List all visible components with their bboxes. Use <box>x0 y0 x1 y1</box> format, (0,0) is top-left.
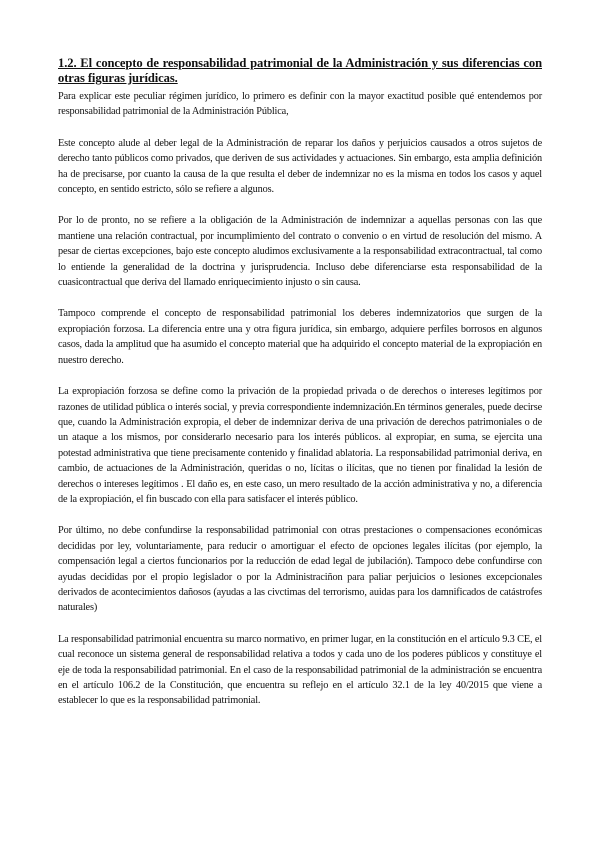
paragraph-expropriation: Tampoco comprende el concepto de responsabilidad patrimonial los deberes indemnizatorios que surgen de la expropiación forzosa. La diferencia entre una y otra figura jurídica, sin embargo, adquiere perfiles borrosos en algunos casos, dada la amplitud que ha asumido el concepto material que ha adquirido el concepto material de la expropiación en nuestro derecho. <box>58 308 542 366</box>
paragraph-other-compensations: Por último, no debe confundirse la responsabilidad patrimonial con otras prestaciones o compensaciones económicas decididas por ley, voluntariamente, para reducir o amortiguar el efecto de opciones legales ilícitas (por ejemplo, la compensación legal a ciertos funcionarios por la reducción de edad legal de jubilación). Tampoco debe confundirse con ayudas decididas por el propio legislador o por la Administraciñon para paliar perjuicios o lesiones excepcionales derivados de acontecimientos dañosos (ayudas a las civctimas del terrorismo, auidas para los damnificados de catástrofes naturales) <box>58 525 542 614</box>
paragraph-expropriation-definition: La expropiación forzosa se define como la privación de la propiedad privada o de derechos o intereses legítimos por razones de utilidad pública o interés social, y previa correspondiente indemnización.En términos generales, puede decirse que, cuando la Administración expropia, el deber de indemnizar deriva de una privación de derechos patrimoniales o de un ataque a los mismos, por considerarlo necesario para los interés públicos. al expropiar, en suma, se ejercita una potestad administrativa que tiene precisamente contenido y finalidad ablatoria. La responsabilidad patrimonial deriva, en cambio, de actuaciones de la Administración, queridas o no, lícitas o ilícitas, que no tienen por finalidad la lesión de derechos o intereses legítimos . El daño es, en este caso, un mero resultado de la acción administrativa y no, a diferencia de la expropiación, el fin buscado con ella para satisfacer el interés público. <box>58 386 542 505</box>
document-page <box>58 56 542 725</box>
paragraph-concept: Este concepto alude al deber legal de la Administración de reparar los daños y perjuicios causados a otros sujetos de derecho tanto públicos como privados, que deriven de sus actividades y actuaciones. Sin embargo, esta amplia definición ha de precisarse, por cuanto la causa de la que resulta el deber de indemnizar no es la misma en todos los casos y aquel concepto, en sentido estricto, sólo se refiere a algunos. <box>58 137 542 196</box>
paragraph-intro: Para explicar este peculiar régimen jurídico, lo primero es definir con la mayor exactitud posible qué entendemos por responsabilidad patrimonial de la Administración Pública, <box>58 91 542 118</box>
paragraph-contractual: Por lo de pronto, no se refiere a la obligación de la Administración de indemnizar a aquellas personas con las que mantiene una relación contractual, por incumplimiento del contrato o convenio o en virtud de resolución del mismo. A pesar de ciertas excepciones, bajo este concepto aludimos exclusivamente a la responsabilidad extracontractual, tal como lo entiende la generalidad de la doctrina y jurisprudencia. Incluso debe diferenciarse esta responsabilidad de la cuasicontractual que deriva del llamado enriquecimiento injusto o sin causa. <box>58 215 542 289</box>
section-heading: 1.2. El concepto de responsabilidad patrimonial de la Administración y sus diferencias con otras figuras jurídicas. <box>58 56 542 85</box>
paragraph-legal-framework: La responsabilidad patrimonial encuentra su marco normativo, en primer lugar, en la constitución en el artículo 9.3 CE, el cual reconoce un sistema general de responsabilidad relativa a todos y cada uno de los poderes públicos y constituye el eje de toda la responsabilidad patrimonial. En el caso de la responsabilidad patrimonial de la administración se encuentra en el artículo 106.2 de la Constitución, que encuentra su reflejo en el artículo 32.1 de la ley 40/2015 que viene a establecer lo que es la responsabilidad patrimonial. <box>58 633 542 707</box>
